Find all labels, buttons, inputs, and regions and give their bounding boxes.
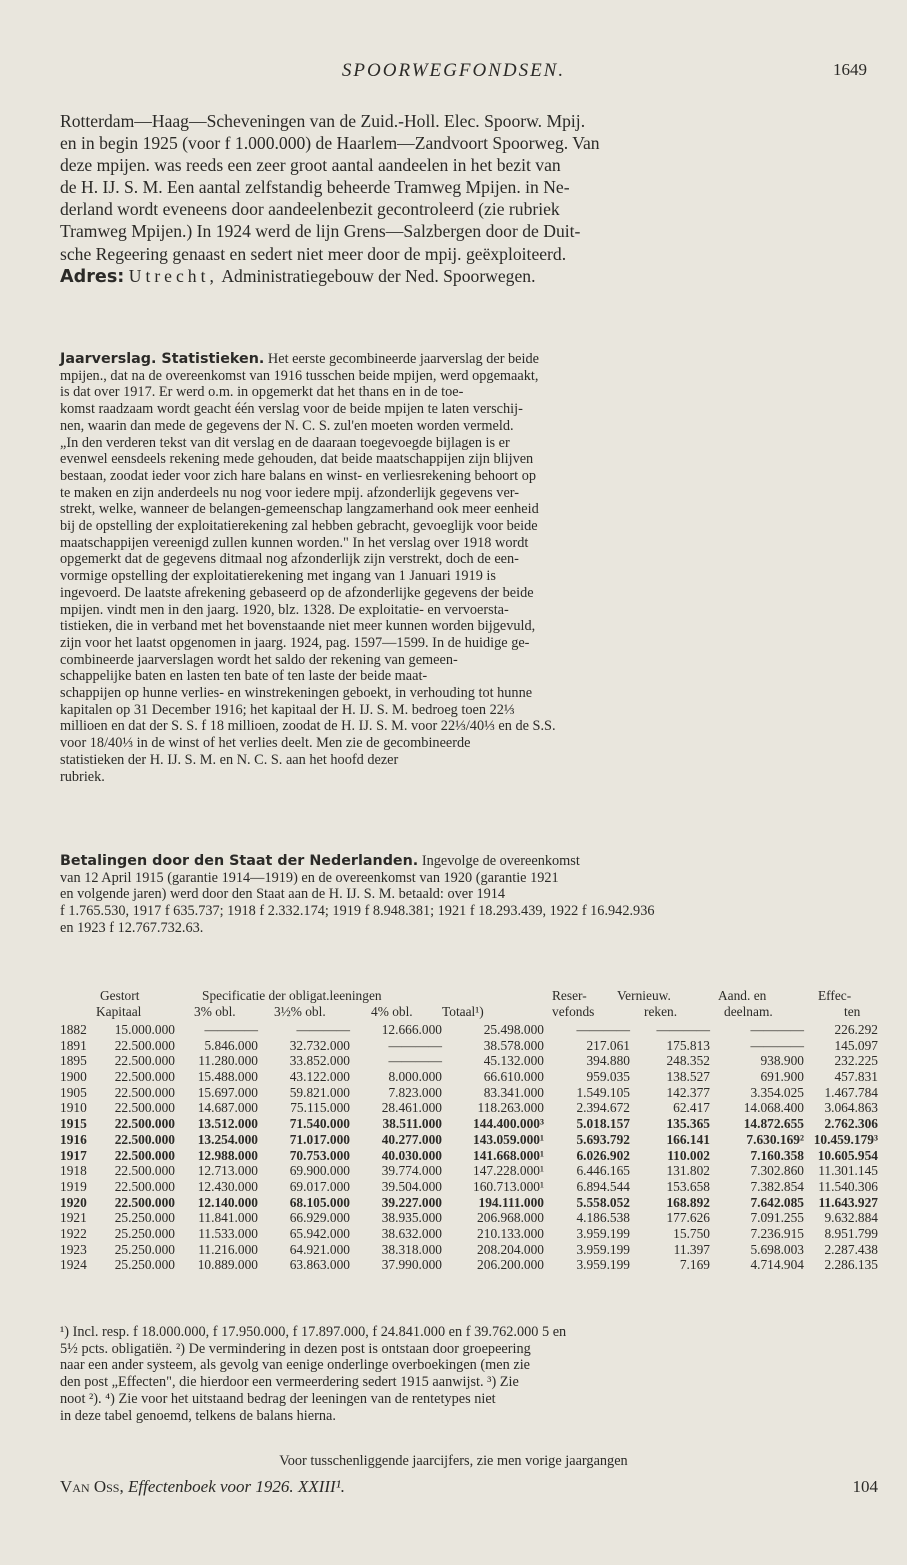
cell-effecten: 8.951.799 <box>824 1225 878 1241</box>
cell-obl4: 40.030.000 <box>381 1147 442 1163</box>
cell-vernieuw: 7.169 <box>679 1257 710 1273</box>
table-row <box>60 1226 878 1242</box>
cell-year: 1921 <box>60 1210 87 1226</box>
cell-reserve: 6.446.165 <box>576 1163 630 1179</box>
cell-obl3: 14.687.000 <box>197 1100 258 1116</box>
cell-year: 1918 <box>60 1163 87 1179</box>
cell-kapitaal: 25.250.000 <box>114 1225 175 1241</box>
cell-obl3: 10.889.000 <box>197 1257 258 1273</box>
cell-reserve: 3.959.199 <box>576 1257 630 1273</box>
cell-effecten: 457.831 <box>834 1069 878 1085</box>
cell-reserve: 6.894.544 <box>576 1178 630 1194</box>
text-line: den post „Effecten", die hierdoor een vermeerdering sedert 1915 aanwijst. ³) Zie <box>60 1374 519 1391</box>
section-jaarverslag <box>60 351 878 785</box>
cell-year: 1916 <box>60 1131 87 1147</box>
cell-reserve: 217.061 <box>586 1037 630 1053</box>
cell-obl4: 7.823.000 <box>388 1084 442 1100</box>
cell-reserve: 4.186.538 <box>576 1210 630 1226</box>
col-header: ten <box>844 1004 861 1019</box>
page-number: 1649 <box>833 60 867 79</box>
section-heading: Betalingen door den Staat der Nederlanden. <box>60 853 419 869</box>
cell-kapitaal: 15.000.000 <box>114 1022 175 1037</box>
cell-vernieuw: 110.002 <box>667 1147 710 1163</box>
cell-obl4: 37.990.000 <box>381 1257 442 1273</box>
footer-book: Effectenboek voor 1926. <box>127 1477 294 1496</box>
cell-kapitaal: 22.500.000 <box>114 1100 175 1116</box>
cell-totaal: 160.713.000¹ <box>473 1178 544 1194</box>
cell-obl3: 11.533.000 <box>198 1225 258 1241</box>
text-line: de H. IJ. S. M. Een aantal zelfstandig beheerde Tramweg Mpijen. in Ne- <box>60 177 570 198</box>
text-line: f 1.765.530, 1917 f 635.737; 1918 f 2.332.174; 1919 f 8.948.381; 1921 f 18.293.439, 1922 f 16.942.936 <box>60 903 655 920</box>
cell-effecten: 232.225 <box>834 1053 878 1069</box>
cell-reserve: 6.026.902 <box>576 1147 630 1163</box>
col-header: vefonds <box>552 1004 595 1019</box>
table-row <box>60 1148 878 1164</box>
text-line: maatschappijen vereenigd zullen kunnen worden." In het verslag over 1918 wordt <box>60 534 529 551</box>
cell-deelnam: 7.236.915 <box>750 1225 804 1241</box>
cell-totaal: 143.059.000¹ <box>473 1131 544 1147</box>
cell-year: 1895 <box>60 1053 87 1069</box>
text-line: noot ²). ⁴) Zie voor het uitstaand bedrag der leeningen van de rentetypes niet <box>60 1390 496 1407</box>
cell-year: 1920 <box>60 1194 87 1210</box>
table-header <box>60 988 878 1022</box>
table-row <box>60 1163 878 1179</box>
cell-obl35: 64.921.000 <box>289 1241 350 1257</box>
cell-totaal: 206.200.000 <box>477 1257 544 1273</box>
table-notes <box>60 1324 878 1424</box>
intro-paragraph <box>60 110 878 288</box>
table-row <box>60 1085 878 1101</box>
cell-vernieuw: 131.802 <box>666 1163 710 1179</box>
table-row <box>60 1053 878 1069</box>
cell-deelnam: 3.354.025 <box>750 1084 804 1100</box>
text-line: bij de opstelling der exploitatierekening zal hebben gebracht, gevoeglijk voor beide <box>60 518 538 535</box>
text-line: derland wordt eveneens door aandeelenbezit gecontroleerd (zie rubriek <box>60 199 560 220</box>
text-line: vormige opstelling der exploitatierekening met ingang van 1 Januari 1919 is <box>60 568 496 585</box>
address-rest: Administratiegebouw der Ned. Spoorwegen. <box>217 265 536 286</box>
cell-vernieuw: 153.658 <box>666 1178 710 1194</box>
table-row <box>60 1195 878 1211</box>
text-line: sche Regeering genaast en sedert niet meer door de mpij. geëxploiteerd. <box>60 243 567 264</box>
section-first-line <box>60 351 878 368</box>
cell-obl35: 68.105.000 <box>289 1194 350 1210</box>
address-label: Adres: <box>60 266 125 287</box>
cell-obl35: 63.863.000 <box>289 1257 350 1273</box>
cell-vernieuw: 175.813 <box>666 1037 710 1053</box>
cell-deelnam: 5.698.003 <box>750 1241 804 1257</box>
section-heading: Jaarverslag. Statistieken. <box>60 351 265 367</box>
cell-deelnam: 14.872.655 <box>743 1116 804 1132</box>
cell-obl3: ———— <box>204 1022 258 1037</box>
foot-note: Voor tusschenliggende jaarcijfers, zie men vorige jaargangen <box>279 1453 628 1469</box>
cell-obl3: 13.254.000 <box>197 1131 258 1147</box>
cell-deelnam: ———— <box>750 1022 804 1037</box>
table-row <box>60 1069 878 1085</box>
cell-vernieuw: 15.750 <box>673 1225 710 1241</box>
table-row <box>60 1100 878 1116</box>
cell-vernieuw: 248.352 <box>666 1053 710 1069</box>
cell-vernieuw: 135.365 <box>666 1116 710 1132</box>
cell-obl4: 8.000.000 <box>388 1069 442 1085</box>
cell-reserve: 5.558.052 <box>576 1194 630 1210</box>
cell-year: 1919 <box>60 1178 87 1194</box>
cell-totaal: 45.132.000 <box>483 1053 544 1069</box>
cell-obl35: 69.017.000 <box>289 1178 350 1194</box>
cell-obl35: 75.115.000 <box>290 1100 350 1116</box>
text-line: mpijen. vindt men in den jaarg. 1920, blz. 1328. De exploitatie- en vervoersta- <box>60 601 509 618</box>
financial-table <box>60 988 878 1273</box>
col-header: 4% obl. <box>371 1004 413 1019</box>
col-header: reken. <box>644 1004 678 1019</box>
text-line: deze mpijen. was reeds een zeer groot aantal aandeelen in het bezit van <box>60 155 561 176</box>
cell-obl4: 39.504.000 <box>381 1178 442 1194</box>
cell-obl4: 38.935.000 <box>381 1210 442 1226</box>
section-lead: Het eerste gecombineerde jaarverslag der beide <box>264 351 539 367</box>
text-line: Tramweg Mpijen.) In 1924 werd de lijn Grens—Salzbergen door de Duit- <box>60 221 581 242</box>
address-line <box>60 265 878 288</box>
section-lead: Ingevolge de overeenkomst <box>418 853 580 869</box>
cell-obl3: 11.280.000 <box>198 1053 258 1069</box>
cell-kapitaal: 22.500.000 <box>114 1116 175 1132</box>
cell-effecten: 226.292 <box>834 1022 878 1037</box>
text-line: „In den verderen tekst van dit verslag en de daaraan toegevoegde bijlagen is er <box>60 434 510 451</box>
cell-effecten: 2.762.306 <box>824 1116 878 1132</box>
cell-obl35: 59.821.000 <box>289 1084 350 1100</box>
text-line: schappijen op hunne verlies- en winstrekeningen geboekt, in verhouding tot hunne <box>60 685 533 702</box>
col-header: 3% obl. <box>194 1004 236 1019</box>
cell-vernieuw: 168.892 <box>666 1194 710 1210</box>
cell-kapitaal: 22.500.000 <box>114 1178 175 1194</box>
cell-kapitaal: 22.500.000 <box>114 1084 175 1100</box>
cell-totaal: 83.341.000 <box>483 1084 544 1100</box>
cell-kapitaal: 22.500.000 <box>114 1037 175 1053</box>
cell-obl4: 39.227.000 <box>381 1194 442 1210</box>
cell-obl4: 39.774.000 <box>381 1163 442 1179</box>
cell-effecten: 2.287.438 <box>824 1241 878 1257</box>
cell-totaal: 208.204.000 <box>477 1241 544 1257</box>
cell-obl3: 12.430.000 <box>197 1178 258 1194</box>
cell-obl3: 15.697.000 <box>197 1084 258 1100</box>
cell-obl3: 13.512.000 <box>197 1116 258 1132</box>
text-line: komst raadzaam wordt geacht één verslag voor de beide mpijen te laten verschij- <box>60 401 523 418</box>
col-header: Totaal¹) <box>442 1004 484 1019</box>
cell-obl35: 69.900.000 <box>289 1163 350 1179</box>
cell-vernieuw: 166.141 <box>666 1131 710 1147</box>
cell-obl3: 12.713.000 <box>197 1163 258 1179</box>
section-first-line <box>60 853 878 870</box>
text-line: en in begin 1925 (voor f 1.000.000) de Haarlem—Zandvoort Spoorweg. Van <box>60 133 600 154</box>
cell-totaal: 38.578.000 <box>483 1037 544 1053</box>
cell-obl4: 40.277.000 <box>381 1131 442 1147</box>
col-header: Specificatie der obligat.leeningen <box>202 988 382 1003</box>
text-line: nen, waarin dan mede de gegevens der N. C. S. zul'en moeten worden vermeld. <box>60 417 514 434</box>
cell-reserve: 3.959.199 <box>576 1241 630 1257</box>
cell-obl4: ———— <box>388 1053 442 1069</box>
cell-obl3: 12.988.000 <box>197 1147 258 1163</box>
table-row <box>60 1257 878 1273</box>
cell-kapitaal: 25.250.000 <box>114 1241 175 1257</box>
cell-deelnam: 7.160.358 <box>750 1147 804 1163</box>
cell-obl4: ———— <box>388 1037 442 1053</box>
text-line: ingevoerd. De laatste afrekening gebaseerd op de afzonderlijke gegevens der beide <box>60 584 534 601</box>
cell-obl4: 28.461.000 <box>381 1100 442 1116</box>
text-line: naar een ander systeem, als gevolg van eenige onderlinge overboekingen (men zie <box>60 1357 531 1374</box>
text-line: kapitalen op 31 December 1916; het kapitaal der H. IJ. S. M. bedroeg toen 22⅓ <box>60 701 515 718</box>
cell-year: 1910 <box>60 1100 87 1116</box>
table-row <box>60 1038 878 1054</box>
footer-page: 104 <box>852 1477 878 1496</box>
cell-reserve: 3.959.199 <box>576 1225 630 1241</box>
cell-year: 1923 <box>60 1241 87 1257</box>
cell-obl35: 70.753.000 <box>289 1147 350 1163</box>
cell-year: 1905 <box>60 1084 87 1100</box>
cell-obl3: 5.846.000 <box>204 1037 258 1053</box>
cell-deelnam: 938.900 <box>760 1053 804 1069</box>
cell-totaal: 66.610.000 <box>483 1069 544 1085</box>
cell-vernieuw: ———— <box>656 1022 710 1037</box>
cell-vernieuw: 62.417 <box>673 1100 710 1116</box>
col-header: Aand. en <box>718 988 767 1003</box>
cell-effecten: 11.643.927 <box>818 1194 878 1210</box>
text-line: rubriek. <box>60 768 105 785</box>
cell-effecten: 2.286.135 <box>824 1257 878 1273</box>
text-line: voor 18/40⅓ in de winst of het verlies deelt. Men zie de gecombineerde <box>60 735 471 752</box>
cell-year: 1900 <box>60 1069 87 1085</box>
cell-deelnam: 7.091.255 <box>750 1210 804 1226</box>
cell-effecten: 145.097 <box>834 1037 878 1053</box>
cell-obl4: 12.666.000 <box>381 1022 442 1037</box>
text-line: zijn voor het laatst opgenomen in jaarg. 1924, pag. 1597—1599. In de huidige ge- <box>60 634 530 651</box>
running-title: SPOORWEGFONDSEN. <box>341 60 566 81</box>
section-betalingen <box>60 853 878 937</box>
cell-kapitaal: 22.500.000 <box>114 1163 175 1179</box>
cell-totaal: 141.668.000¹ <box>473 1147 544 1163</box>
cell-deelnam: ———— <box>750 1037 804 1053</box>
cell-year: 1922 <box>60 1225 87 1241</box>
cell-effecten: 3.064.863 <box>824 1100 878 1116</box>
cell-obl3: 12.140.000 <box>197 1194 258 1210</box>
text-line: ¹) Incl. resp. f 18.000.000, f 17.950.000, f 17.897.000, f 24.841.000 en f 39.762.000 5 en <box>60 1324 567 1340</box>
text-line: en 1923 f 12.767.732.63. <box>60 919 204 936</box>
cell-obl4: 38.511.000 <box>382 1116 442 1132</box>
text-line: 5½ pcts. obligatiën. ²) De vermindering in dezen post is ontstaan door groepeering <box>60 1340 531 1357</box>
footer-source: Van Oss, <box>60 1477 124 1496</box>
cell-effecten: 10.459.179³ <box>813 1131 878 1147</box>
table-row <box>60 1116 878 1132</box>
cell-deelnam: 14.068.400 <box>743 1100 804 1116</box>
cell-obl35: 71.540.000 <box>289 1116 350 1132</box>
col-header: 3½% obl. <box>274 1004 326 1019</box>
cell-reserve: 394.880 <box>586 1053 630 1069</box>
cell-kapitaal: 25.250.000 <box>114 1210 175 1226</box>
cell-effecten: 9.632.884 <box>824 1210 878 1226</box>
cell-year: 1924 <box>60 1257 87 1273</box>
col-header: deelnam. <box>724 1004 773 1019</box>
text-line: schappelijke baten en lasten ten bate of ten laste der beide maat- <box>60 668 428 685</box>
text-line: in deze tabel genoemd, telkens de balans hierna. <box>60 1407 336 1424</box>
cell-effecten: 10.605.954 <box>817 1147 878 1163</box>
table-row <box>60 1132 878 1148</box>
text-line: tistieken, die in verband met het bovenstaande niet meer kunnen worden bijgevuld, <box>60 618 536 635</box>
section-lines <box>60 870 878 937</box>
cell-reserve: 5.018.157 <box>576 1116 630 1132</box>
address-city: Utrecht, <box>128 265 218 286</box>
cell-deelnam: 7.630.169² <box>746 1131 804 1147</box>
cell-totaal: 25.498.000 <box>483 1022 544 1037</box>
cell-deelnam: 7.382.854 <box>750 1178 804 1194</box>
cell-deelnam: 7.642.085 <box>750 1194 804 1210</box>
table-row <box>60 1179 878 1195</box>
cell-effecten: 11.540.306 <box>818 1178 878 1194</box>
cell-obl35: 71.017.000 <box>289 1131 350 1147</box>
cell-kapitaal: 25.250.000 <box>114 1257 175 1273</box>
cell-kapitaal: 22.500.000 <box>114 1131 175 1147</box>
cell-obl4: 38.318.000 <box>381 1241 442 1257</box>
col-header: Reser- <box>552 988 587 1003</box>
col-header: Gestort <box>100 988 140 1003</box>
cell-vernieuw: 177.626 <box>666 1210 710 1226</box>
cell-totaal: 118.263.000 <box>477 1100 544 1116</box>
col-header: Vernieuw. <box>617 988 671 1003</box>
cell-obl3: 15.488.000 <box>197 1069 258 1085</box>
cell-totaal: 144.400.000³ <box>473 1116 544 1132</box>
cell-reserve: ———— <box>576 1022 630 1037</box>
text-line: is dat over 1917. Er werd o.m. in opgemerkt dat het thans en in de toe- <box>60 384 464 401</box>
cell-obl4: 38.632.000 <box>381 1225 442 1241</box>
text-line: bestaan, zoodat ieder voor zich hare balans en winst- en verliesrekening behoort op <box>60 467 536 484</box>
table-row <box>60 1210 878 1226</box>
cell-obl35: 65.942.000 <box>289 1225 350 1241</box>
cell-kapitaal: 22.500.000 <box>114 1147 175 1163</box>
page-header <box>0 60 907 84</box>
text-line: combineerde jaarverslagen wordt het saldo der rekening van gemeen- <box>60 651 458 668</box>
text-line: statistieken der H. IJ. S. M. en N. C. S. aan het hoofd dezer <box>60 751 399 768</box>
cell-effecten: 1.467.784 <box>824 1084 878 1100</box>
text-line: en volgende jaren) werd door den Staat aan de H. IJ. S. M. betaald: over 1914 <box>60 886 506 903</box>
cell-kapitaal: 22.500.000 <box>114 1069 175 1085</box>
text-line: opgemerkt dat de gegevens ditmaal nog afzonderlijk zijn verstrekt, doch de een- <box>60 551 519 568</box>
col-header: Effec- <box>818 988 852 1003</box>
cell-obl3: 11.216.000 <box>198 1241 258 1257</box>
cell-deelnam: 7.302.860 <box>750 1163 804 1179</box>
table-body <box>60 1022 878 1273</box>
text-line: te maken en zijn anderdeels nu nog voor iedere mpij. afzonderlijk gegevens ver- <box>60 484 520 501</box>
table-row <box>60 1242 878 1258</box>
cell-vernieuw: 11.397 <box>673 1241 710 1257</box>
cell-obl35: 32.732.000 <box>289 1037 350 1053</box>
cell-year: 1882 <box>60 1022 87 1037</box>
cell-obl35: 33.852.000 <box>289 1053 350 1069</box>
cell-totaal: 194.111.000 <box>478 1194 544 1210</box>
text-line: van 12 April 1915 (garantie 1914—1919) en de overeenkomst van 1920 (garantie 1921 <box>60 869 559 886</box>
text-line: evenwel eensdeels rekening mede gehouden, dat beide maatschappijen zijn blijven <box>60 451 534 468</box>
cell-totaal: 206.968.000 <box>477 1210 544 1226</box>
cell-obl3: 11.841.000 <box>198 1210 258 1226</box>
cell-obl35: 66.929.000 <box>289 1210 350 1226</box>
cell-reserve: 2.394.672 <box>576 1100 630 1116</box>
cell-reserve: 1.549.105 <box>576 1084 630 1100</box>
cell-totaal: 210.133.000 <box>477 1225 544 1241</box>
cell-year: 1917 <box>60 1147 87 1163</box>
page-footer <box>60 1477 878 1497</box>
text-line: millioen en dat der S. S. f 18 millioen, zoodat de H. IJ. S. M. voor 22⅓/40⅓ en de S.S. <box>60 718 556 735</box>
text-line: Rotterdam—Haag—Scheveningen van de Zuid.-Holl. Elec. Spoorw. Mpij. <box>60 111 586 131</box>
cell-effecten: 11.301.145 <box>818 1163 878 1179</box>
cell-kapitaal: 22.500.000 <box>114 1053 175 1069</box>
col-header: Kapitaal <box>96 1004 142 1019</box>
text-line: mpijen., dat na de overeenkomst van 1916 tusschen beide mpijen, werd opgemaakt, <box>60 367 539 384</box>
cell-obl35: ———— <box>296 1022 350 1037</box>
cell-vernieuw: 138.527 <box>666 1069 710 1085</box>
cell-reserve: 5.693.792 <box>576 1131 630 1147</box>
footer-volume: XXIII¹. <box>297 1477 346 1496</box>
cell-year: 1891 <box>60 1037 87 1053</box>
cell-totaal: 147.228.000¹ <box>473 1163 544 1179</box>
cell-year: 1915 <box>60 1116 87 1132</box>
cell-vernieuw: 142.377 <box>666 1084 710 1100</box>
text-line: strekt, welke, wanneer de belangen-gemeenschap langzamerhand ook meer eenheid <box>60 501 539 518</box>
table-row <box>60 1022 878 1038</box>
cell-deelnam: 4.714.904 <box>750 1257 804 1273</box>
cell-reserve: 959.035 <box>586 1069 630 1085</box>
section-lines <box>60 368 878 786</box>
cell-deelnam: 691.900 <box>760 1069 804 1085</box>
cell-obl35: 43.122.000 <box>289 1069 350 1085</box>
cell-kapitaal: 22.500.000 <box>114 1194 175 1210</box>
